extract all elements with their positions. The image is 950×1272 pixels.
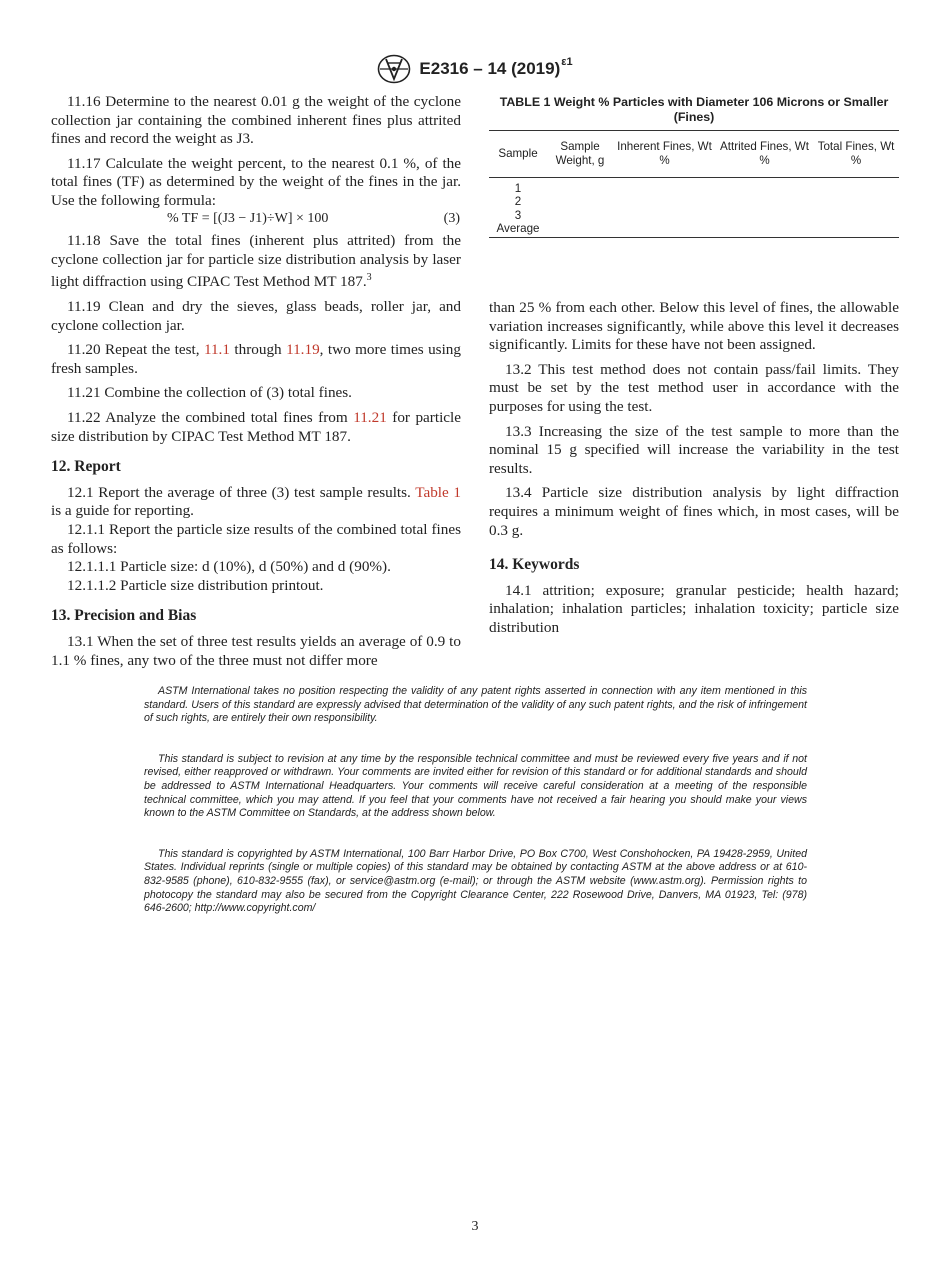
- footnote-ref-3[interactable]: 3: [366, 272, 372, 284]
- section-12-heading: 12. Report: [51, 458, 121, 476]
- revision-notice: This standard is subject to revision at any time by the responsible technical committee and must be reviewed every five years and if not revised, either reapproved or withdrawn. Your comments are invited either for revision of this standard or for additional standards and should be addressed to ASTM International Headquarters. Your comments will receive careful consideration at a meeting of the responsible technical committee, which you may attend. If you feel that your comments have not received a fair hearing you should make your views known to the ASTM Committee on Standards, at the address shown below.: [144, 752, 807, 820]
- paragraph-14-1: 14.1 attrition; exposure; granular pesticide; health hazard; inhalation; inhalation particles; inhalation toxicity; particle size distribution: [489, 581, 899, 636]
- link-11-19[interactable]: 11.19: [286, 341, 320, 359]
- patent-notice: ASTM International takes no position respecting the validity of any patent rights asserted in connection with any item mentioned in this standard. Users of this standard are expressly advised that determination of the validity of any such patent rights, and the risk of infringement of such rights, are entirely their own responsibility.: [144, 685, 807, 725]
- paragraph-11-17: 11.17 Calculate the weight percent, to the nearest 0.1 %, of the total fines (TF) as determined by the weight of the fines in the jar. Use the following formula:: [51, 154, 461, 209]
- table-1-caption: TABLE 1 Weight % Particles with Diameter 106 Microns or Smaller (Fines): [499, 95, 889, 124]
- paragraph-13-2: 13.2 This test method does not contain pass/fail limits. They must be set by the test method user in accordance with the purposes for using the test.: [489, 360, 899, 415]
- table-1: [489, 95, 899, 238]
- formula-3: [51, 210, 461, 229]
- section-13-heading: 13. Precision and Bias: [51, 607, 197, 625]
- table-row: [489, 177, 899, 195]
- paragraph-12-1-1-2: 12.1.1.2 Particle size distribution printout.: [67, 576, 324, 594]
- header-inherent-fines: Inherent Fines, Wt %: [613, 130, 716, 177]
- paragraph-13-1: 13.1 When the set of three test results yields an average of 0.9 to 1.1 % fines, any two of the three must not differ more: [51, 632, 461, 669]
- page-header: [0, 52, 950, 86]
- paragraph-11-20: 11.20 Repeat the test, 11.1 through 11.19, two more times using fresh samples.: [51, 341, 461, 377]
- page-number: 3: [471, 1219, 479, 1234]
- paragraph-13-3: 13.3 Increasing the size of the test sample to more than the nominal 15 g specified will increase the variability in the test results.: [489, 422, 899, 477]
- paragraph-12-1-1: 12.1.1 Report the particle size results of the combined total fines as follows:: [51, 520, 461, 557]
- table-row: [489, 195, 899, 209]
- header-sample-weight: Sample Weight, g: [547, 130, 613, 177]
- header-attrited-fines: Attrited Fines, Wt %: [716, 130, 813, 177]
- right-column: [489, 299, 899, 644]
- paragraph-11-21: 11.21 Combine the collection of (3) total fines.: [67, 384, 352, 402]
- table-cell: 2: [514, 195, 522, 209]
- link-table-1[interactable]: Table 1: [415, 483, 461, 501]
- paragraph-11-22: 11.22 Analyze the combined total fines from 11.21 for particle size distribution by CIPAC Test Method MT 187.: [51, 408, 461, 445]
- paragraph-11-16: 11.16 Determine to the nearest 0.01 g the weight of the cyclone collection jar containing the combined inherent fines plus attrited fines and record the weight as J3.: [51, 93, 461, 148]
- paragraph-12-1: 12.1 Report the average of three (3) test sample results. Table 1 is a guide for reporting.: [51, 483, 461, 520]
- astm-logo-icon: [377, 54, 411, 84]
- table-header-row: [489, 130, 899, 177]
- table-cell: 1: [514, 181, 522, 195]
- table-cell: Average: [489, 222, 547, 237]
- paragraph-13-4: 13.4 Particle size distribution analysis by light diffraction requires a minimum weight of fines which, in most cases, will be 0.3 g.: [489, 484, 899, 539]
- header-total-fines: Total Fines, Wt %: [813, 130, 899, 177]
- document-designation: E2316 – 14 $(2019)^{\varepsilon 1}$: [419, 56, 573, 78]
- fine-print: [144, 685, 807, 943]
- left-column: [51, 93, 461, 676]
- link-11-21[interactable]: 11.21: [353, 408, 387, 426]
- paragraph-11-18: 11.18 Save the total fines (inherent plus attrited) from the cyclone collection jar for particle size distribution analysis by laser light diffraction using CIPAC Test Method MT 187.$^3$: [51, 232, 461, 291]
- formula-number: (3): [443, 210, 460, 226]
- section-14-heading: 14. Keywords: [489, 556, 580, 574]
- table-row: [489, 222, 899, 237]
- table-row: [489, 209, 899, 223]
- copyright-notice: This standard is copyrighted by ASTM International, 100 Barr Harbor Drive, PO Box C700, West Conshohocken, PA 19428-2959, United States. Individual reprints (single or multiple copies) of this standard may be obtained by contacting ASTM at the above address or at 610-832-9585 (phone), 610-832-9555 (fax), or service@astm.org (e-mail); or through the ASTM website (www.astm.org). Permission rights to photocopy the standard may also be secured from the Copyright Clearance Center, 222 Rosewood Drive, Danvers, MA 01923, Tel: (978) 646-2600; http://www.copyright.com/: [144, 847, 807, 915]
- paragraph-12-1-1-1: 12.1.1.1 Particle size: d (10%), d (50%) and d (90%).: [67, 558, 391, 576]
- paragraph-13-1-continued: than 25 % from each other. Below this level of fines, the allowable variation increases significantly, while above this level it decreases significantly. Limits for these have not been assigned.: [489, 299, 899, 354]
- paragraph-11-19: 11.19 Clean and dry the sieves, glass beads, roller jar, and cyclone collection jar.: [51, 298, 461, 334]
- epsilon-superscript: ε1: [561, 56, 573, 68]
- formula-expression: % TF = [(J3 − J1)÷W] × 100: [167, 210, 329, 226]
- link-11-1[interactable]: 11.1: [203, 341, 230, 359]
- table-1-grid: [489, 130, 899, 238]
- header-sample: Sample: [489, 130, 547, 177]
- table-cell: 3: [514, 208, 522, 222]
